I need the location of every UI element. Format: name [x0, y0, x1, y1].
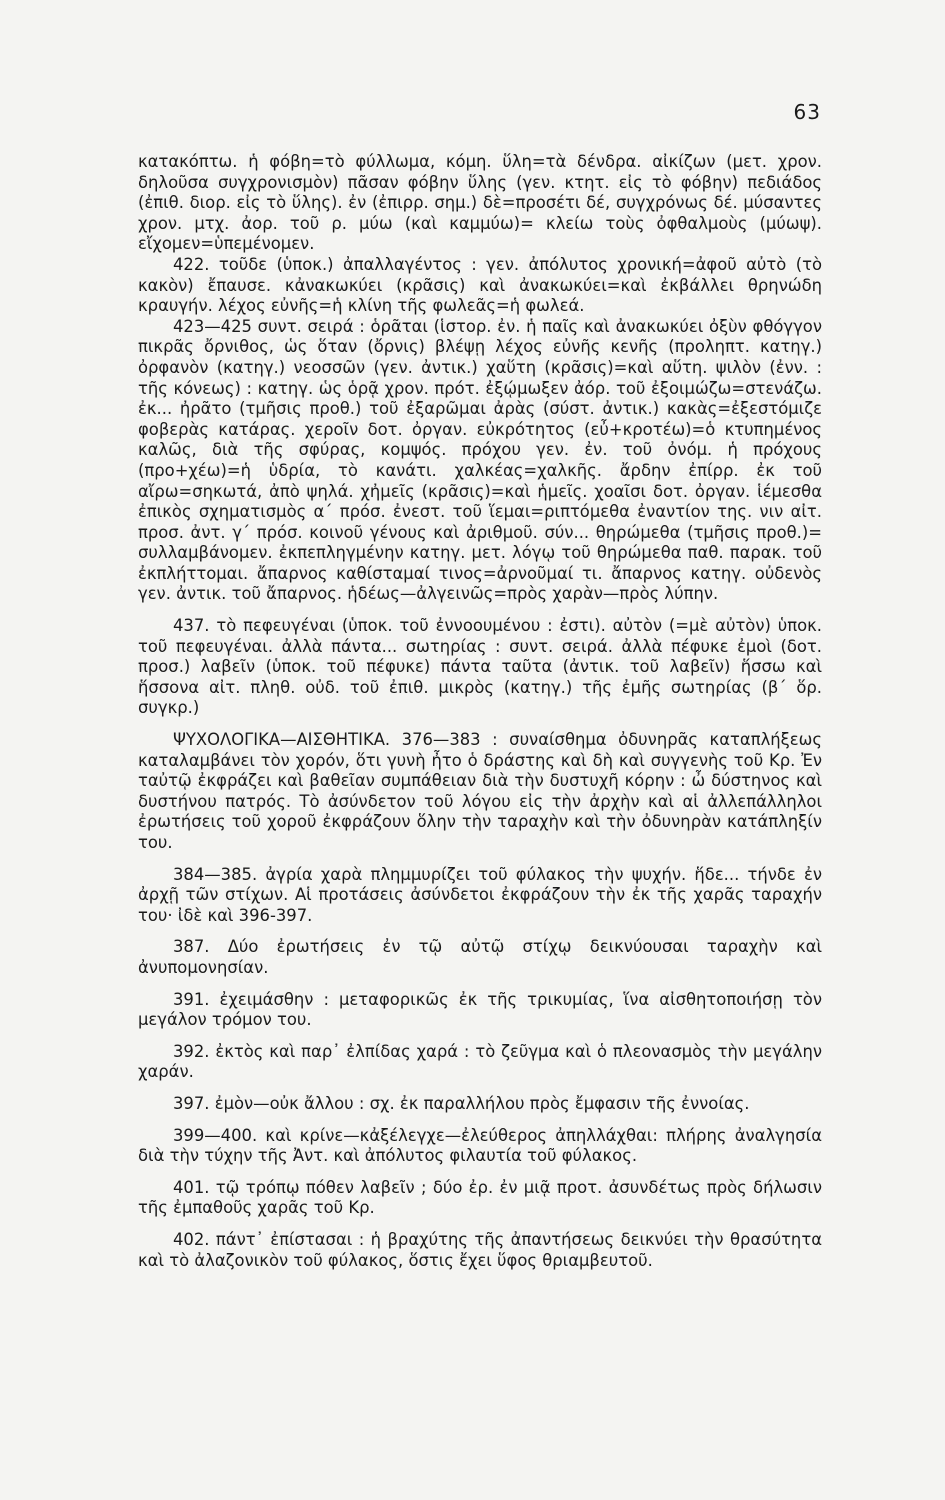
paragraph-402: 402. πάντ᾽ ἐπίστασαι : ἡ βραχύτης τῆς ἀπαντήσεως δεικνύει τὴν θρασύτητα καὶ τὸ ἀλαζονικὸν τοῦ φύλακος, ὅστις ἔχει ὕφος θριαμβευτοῦ. [138, 1229, 822, 1270]
paragraph-401: 401. τῷ τρόπῳ πόθεν λαβεῖν ; δύο ἐρ. ἐν μιᾷ προτ. ἀσυνδέτως πρὸς δήλωσιν τῆς ἐμπαθοῦς χαρᾶς τοῦ Κρ. [138, 1177, 822, 1218]
paragraph-392: 392. ἐκτὸς καὶ παρ᾽ ἐλπίδας χαρά : τὸ ζεῦγμα καὶ ὁ πλεονασμὸς τὴν μεγάλην χαράν. [138, 1041, 822, 1082]
paragraph-387: 387. Δύο ἐρωτήσεις ἐν τῷ αὐτῷ στίχῳ δεικνύουσαι ταραχὴν καὶ ἀνυπομονησίαν. [138, 937, 822, 977]
paragraph-437: 437. τὸ πεφευγέναι (ὑποκ. τοῦ ἐννοουμένου : ἐστι). αὐτὸν (=μὲ αὐτὸν) ὑποκ. τοῦ πεφευγέναι. ἀλλὰ πάντα... σωτηρίας : συντ. σειρά. ἀλλὰ πέφυκε ἐμοὶ (δοτ. προσ.) λαβεῖν (ὑποκ. τοῦ πέφυκε) πάντα ταῦτα (ἀντικ. τοῦ λαβεῖν) ἥσσω καὶ ἥσσονα αἰτ. πληθ. οὐδ. τοῦ ἐπιθ. μικρὸς (κατηγ.) τῆς ἐμῆς σωτηρίας (β΄ ὅρ. συγκρ.) [138, 616, 822, 718]
page-number: 63 [793, 100, 821, 124]
paragraph-391: 391. ἐχειμάσθην : μεταφορικῶς ἐκ τῆς τρικυμίας, ἵνα αἰσθητοποιήσῃ τὸν μεγάλον τρόμον του. [138, 989, 822, 1030]
paragraph-422: 422. τοῦδε (ὑποκ.) ἀπαλλαγέντος : γεν. ἀπόλυτος χρονική=ἀφοῦ αὐτὸ (τὸ κακὸν) ἔπαυσε. κἀνακωκύει (κρᾶσις) καὶ ἀνακωκύει=καὶ ἐκβάλλει θρηνώδη κραυγήν. λέχος εὐνῆς=ἡ κλίνη τῆς φωλεᾶς=ἡ φωλεά. [138, 254, 822, 316]
commentary-body [138, 152, 822, 1271]
paragraph-399: 399—400. καὶ κρίνε—κἀξέλεγχε—ἐλεύθερος ἀπηλλάχθαι: πλήρης ἀναλγησία διὰ τὴν τύχην τῆς Ἀντ. καὶ ἀπόλυτος φιλαυτία τοῦ φύλακος. [138, 1125, 822, 1166]
paragraph-397: 397. ἐμὸν—οὐκ ἄλλου : σχ. ἐκ παραλλήλου πρὸς ἔμφασιν τῆς ἐννοίας. [173, 1093, 750, 1113]
paragraph-psychologika: ΨΥΧΟΛΟΓΙΚΑ—ΑΙΣΘΗΤΙΚΑ. 376—383 : συναίσθημα ὀδυνηρᾶς καταπλήξεως καταλαμβάνει τὸν χορόν, ὅτι γυνὴ ἦτο ὁ δράστης καὶ δὴ καὶ συγγενὴς τοῦ Κρ. Ἐν ταὐτῷ ἐκφράζει καὶ βαθεῖαν συμπάθειαν διὰ τὴν δυστυχῆ κόρην : ὦ δύστηνος καὶ δυστήνου πατρός. Τὸ ἀσύνδετον τοῦ λόγου εἰς τὴν ἀρχὴν καὶ αἱ ἀλλεπάλληλοι ἐρωτήσεις τοῦ χοροῦ ἐκφράζουν ὅλην τὴν ταραχὴν καὶ τὴν ὀδυνηρὰν κατάπληξίν του. [138, 730, 822, 852]
paragraph-384: 384—385. ἀγρία χαρὰ πλημμυρίζει τοῦ φύλακος τὴν ψυχήν. ἥδε... τήνδε ἐν ἀρχῇ τῶν στίχων. Αἱ προτάσεις ἀσύνδετοι ἐκφράζουν τὴν ἐκ τῆς χαρᾶς ταραχήν του· ἰδὲ καὶ 396-397. [138, 864, 822, 925]
paragraph-1: κατακόπτω. ἡ φόβη=τὸ φύλλωμα, κόμη. ὕλη=τὰ δένδρα. αἰκίζων (μετ. χρον. δηλοῦσα συγχρονισμὸν) πᾶσαν φόβην ὕλης (γεν. κτητ. εἰς τὸ φόβην) πεδιάδος (ἐπιθ. διορ. εἰς τὸ ὕλης). ἐν (ἐπιρρ. σημ.) δὲ=προσέτι δέ, συγχρόνως δέ. μύσαντες χρον. μτχ. ἀορ. τοῦ ρ. μύω (καὶ καμμύω)= κλείω τοὺς ὀφθαλμοὺς (μύωψ). εἴχομεν=ὑπεμένομεν. [138, 152, 822, 254]
paragraph-423: 423—425 συντ. σειρά : ὁρᾶται (ἱστορ. ἐν. ἡ παῖς καὶ ἀνακωκύει ὀξὺν φθόγγον πικρᾶς ὄρνιθος, ὡς ὅταν (ὄρνις) βλέψῃ λέχος εὐνῆς κενῆς (προληπτ. κατηγ.) ὀρφανὸν (κατηγ.) νεοσσῶν (γεν. ἀντικ.) χαὕτη (κρᾶσις)=καὶ αὕτη. ψιλὸν (ἐνν. : τῆς κόνεως) : κατηγ. ὡς ὁρᾷ χρον. πρότ. ἐξῴμωξεν ἀόρ. τοῦ ἐξοιμώζω=στενάζω. ἐκ... ἠρᾶτο (τμῆσις προθ.) τοῦ ἐξαρῶμαι ἀρὰς (σύστ. ἀντικ.) κακὰς=ἐξεστόμιζε φοβερὰς κατάρας. χεροῖν δοτ. ὀργαν. εὐκρότητος (εὖ+κροτέω)=ὁ κτυπημένος καλῶς, διὰ τῆς σφύρας, κομψός. πρόχου γεν. ἐν. τοῦ ὀνόμ. ἡ πρόχους (προ+χέω)=ἡ ὑδρία, τὸ κανάτι. χαλκέας=χαλκῆς. ἄρδην ἐπίρρ. ἐκ τοῦ αἴρω=σηκωτά, ἀπὸ ψηλά. χἠμεῖς (κρᾶσις)=καὶ ἡμεῖς. χοαῖσι δοτ. ὀργαν. ἱέμεσθα ἐπικὸς σχηματισμὸς α΄ πρόσ. ἐνεστ. τοῦ ἵεμαι=ριπτόμεθα ἐναντίον της. νιν αἰτ. προσ. ἀντ. γ΄ πρόσ. κοινοῦ γένους καὶ ἀριθμοῦ. σύν... θηρώμεθα (τμῆσις προθ.)= συλλαμβάνομεν. ἐκπεπληγμένην κατηγ. μετ. λόγῳ τοῦ θηρώμεθα παθ. παρακ. τοῦ ἐκπλήττομαι. ἄπαρνος καθίσταμαί τινος=ἀρνοῦμαί τι. ἄπαρνος κατηγ. οὐδενὸς γεν. ἀντικ. τοῦ ἄπαρνος. ἡδέως—ἀλγεινῶς=πρὸς χαρὰν—πρὸς λύπην. [138, 316, 822, 604]
